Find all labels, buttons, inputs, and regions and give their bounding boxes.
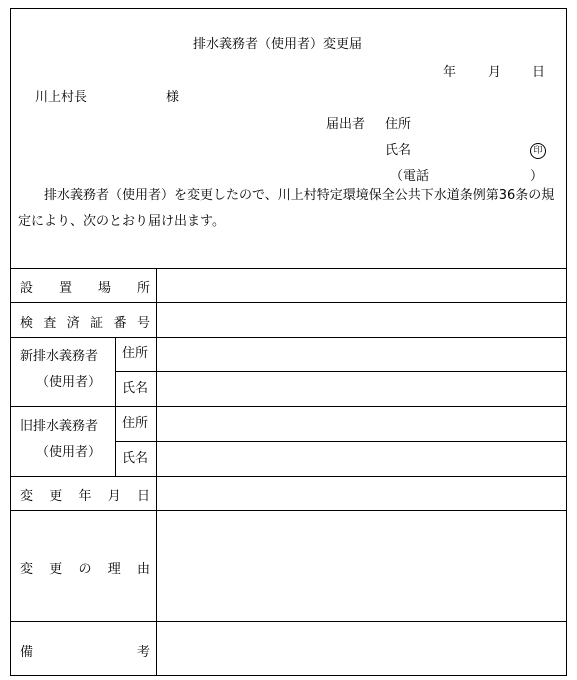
label-new-name: 氏名 [122,381,149,396]
label-change-reason: 変 更 の 理 由 [20,562,150,577]
applicant-label: 届出者 [326,117,366,132]
change-reason-field[interactable] [157,511,566,621]
label-old-address: 住所 [122,416,149,431]
location-field[interactable] [157,269,566,302]
label-remarks: 備 考 [20,645,150,660]
date-day-label: 日 [532,65,546,80]
date-month-label: 月 [488,65,502,80]
addressee-name: 川上村長 [35,90,88,105]
column-rule [115,337,116,476]
label-location: 設 置 場 所 [20,281,150,296]
remarks-field[interactable] [157,622,566,675]
old-name-field[interactable] [157,442,566,476]
old-address-field[interactable] [157,407,566,441]
date-year-label: 年 [443,65,457,80]
applicant-name-label: 氏名 [385,143,412,158]
statement-text: 排水義務者（使用者）を変更したので、川上村特定環境保全公共下水道条例第36条の規定により、次のとおり届け出ます。 [18,188,555,229]
form-title: 排水義務者（使用者）変更届 [193,37,363,52]
label-new-obligor: 新排水義務者 [20,349,99,364]
applicant-address-label: 住所 [385,117,412,132]
label-change-date: 変 更 年 月 日 [20,489,150,504]
label-old-obligor: 旧排水義務者 [20,419,99,434]
phone-open: （電話 [390,169,430,184]
label-new-address: 住所 [122,346,149,361]
seal-icon: 印 [530,142,546,159]
change-date-field[interactable] [157,477,566,510]
label-old-obligor-user: （使用者） [36,445,102,460]
phone-close: ） [530,169,544,184]
inspection-number-field[interactable] [157,303,566,337]
label-inspection-number: 検 査 済 証 番 号 [20,316,150,331]
new-name-field[interactable] [157,372,566,406]
label-new-obligor-user: （使用者） [36,375,102,390]
label-old-name: 氏名 [122,451,149,466]
new-address-field[interactable] [157,338,566,371]
addressee-honorific: 様 [166,90,180,105]
